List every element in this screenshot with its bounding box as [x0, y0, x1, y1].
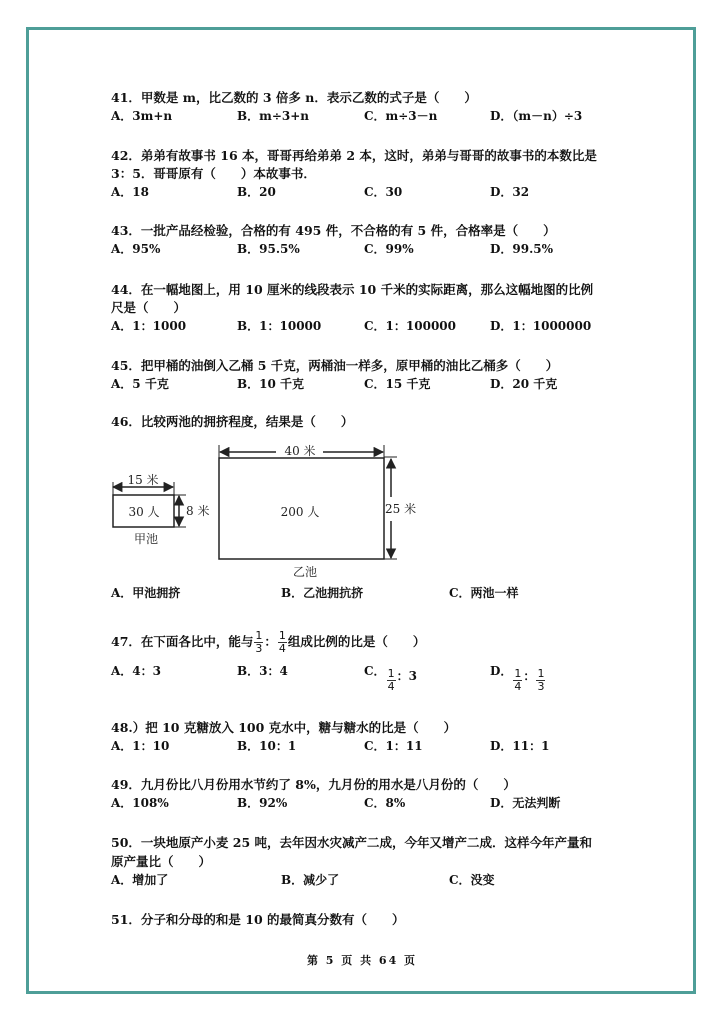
- pool-a-name: 甲池: [133, 532, 159, 546]
- option-b[interactable]: B．m÷3+n: [237, 109, 310, 123]
- option-c-rest: ：3: [396, 669, 417, 683]
- question-48-options: [111, 737, 611, 756]
- option-a[interactable]: A．108%: [111, 796, 169, 810]
- question-48-text: 48.）把 10 克糖放入 100 克水中，糖与糖水的比是（ ）: [111, 720, 457, 735]
- question-45-text: 45．把甲桶的油倒入乙桶 5 千克，两桶油一样多，原甲桶的油比乙桶多（ ）: [111, 358, 559, 373]
- option-d[interactable]: D．（m－n）÷3: [490, 109, 583, 123]
- fraction-denominator: 3: [255, 642, 263, 655]
- option-b[interactable]: B．10 千克: [237, 377, 305, 391]
- option-a[interactable]: A．4：3: [111, 664, 162, 678]
- question-47-prefix: 47．在下面各比中，能与: [111, 634, 254, 649]
- option-c-label: C．: [364, 664, 386, 678]
- fraction: [536, 668, 545, 693]
- fraction-numerator: 1: [255, 629, 263, 642]
- option-b[interactable]: B．10：1: [237, 739, 297, 753]
- question-44-text-line1: 44．在一幅地图上，用 10 厘米的线段表示 10 千米的实际距离，那么这幅地图的比例: [111, 282, 594, 297]
- option-a[interactable]: A．增加了: [111, 873, 169, 887]
- page-footer: 第 5 页 共 64 页: [306, 954, 418, 967]
- pool-b-height-label: 25 米: [385, 502, 417, 516]
- option-a[interactable]: A．3m+n: [111, 109, 173, 123]
- fraction-one-quarter: [278, 630, 287, 655]
- question-46-text: 46．比较两池的拥挤程度，结果是（ ）: [111, 414, 354, 429]
- question-50-options: [111, 871, 611, 890]
- pool-a-people: 30 人: [128, 505, 160, 519]
- question-47-text: [111, 630, 425, 655]
- option-a[interactable]: A．18: [111, 185, 150, 199]
- option-b[interactable]: B．95.5%: [237, 242, 300, 256]
- fraction-denominator: 4: [278, 642, 286, 655]
- question-45-options: [111, 375, 611, 394]
- pool-a: [113, 472, 209, 546]
- question-42-text-line1: 42．弟弟有故事书 16 本，哥哥再给弟弟 2 本，这时，弟弟与哥哥的故事书的本数比是: [111, 148, 597, 163]
- option-d[interactable]: D．1：1000000: [490, 319, 592, 333]
- ratio-separator: ：: [264, 634, 277, 649]
- option-a[interactable]: A．1：10: [111, 739, 170, 753]
- question-50-text-line1: 50．一块地原产小麦 25 吨，去年因水灾减产二成，今年又增产二成．这样今年产量和: [111, 835, 592, 850]
- question-44-text-line2: 尺是（ ）: [111, 300, 187, 315]
- fraction-numerator: 1: [278, 629, 286, 642]
- fraction-one-third: [254, 630, 263, 655]
- question-42-text-line2: 3：5．哥哥原有（ ）本故事书．: [111, 166, 316, 181]
- option-b[interactable]: B．乙池拥抗挤: [281, 586, 364, 600]
- option-a[interactable]: A．1：1000: [111, 319, 187, 333]
- fraction-denominator: 4: [514, 680, 522, 693]
- question-46-options: [111, 584, 611, 603]
- fraction-numerator: 1: [387, 667, 395, 680]
- pool-b: [219, 443, 416, 579]
- question-43-text: 43．一批产品经检验，合格的有 495 件，不合格的有 5 件，合格率是（ ）: [111, 223, 556, 238]
- fraction: [387, 668, 396, 693]
- question-41-text: 41．甲数是 m，比乙数的 3 倍多 n．表示乙数的式子是（ ）: [111, 90, 477, 105]
- option-d[interactable]: D．无法判断: [490, 796, 561, 810]
- fraction: [513, 668, 522, 693]
- option-b[interactable]: B．20: [237, 185, 276, 199]
- option-c[interactable]: C．30: [364, 185, 403, 199]
- fraction-denominator: 4: [387, 680, 395, 693]
- option-d-label: D．: [490, 664, 513, 678]
- option-b[interactable]: B．92%: [237, 796, 288, 810]
- option-c[interactable]: C．1：100000: [364, 319, 456, 333]
- option-c[interactable]: C．15 千克: [364, 377, 431, 391]
- option-d[interactable]: D．99.5%: [490, 242, 554, 256]
- question-47-options: [111, 662, 611, 698]
- question-43-options: [111, 240, 611, 259]
- question-41-options: [111, 107, 611, 126]
- pools-diagram: [100, 435, 430, 585]
- pool-a-width-label: 15 米: [127, 473, 159, 487]
- option-c[interactable]: C．两池一样: [449, 586, 519, 600]
- option-c[interactable]: C．8%: [364, 796, 406, 810]
- question-49-text: 49．九月份比八月份用水节约了 8%，九月份的用水是八月份的（ ）: [111, 777, 516, 792]
- question-51-text: 51．分子和分母的和是 10 的最简真分数有（ ）: [111, 912, 405, 927]
- option-a[interactable]: A．5 千克: [111, 377, 169, 391]
- ratio-separator: ：: [523, 669, 536, 683]
- option-a[interactable]: A．甲池拥挤: [111, 586, 181, 600]
- option-b[interactable]: B．3：4: [237, 664, 288, 678]
- option-c[interactable]: [364, 662, 417, 693]
- option-d[interactable]: D．32: [490, 185, 530, 199]
- fraction-numerator: 1: [537, 667, 545, 680]
- pool-b-name: 乙池: [292, 565, 318, 579]
- option-b[interactable]: B．减少了: [281, 873, 340, 887]
- option-b[interactable]: B．1：10000: [237, 319, 322, 333]
- option-d[interactable]: D．11：1: [490, 739, 550, 753]
- fraction-numerator: 1: [514, 667, 522, 680]
- option-d[interactable]: [490, 662, 546, 693]
- pool-a-height-label: 8 米: [186, 504, 210, 518]
- question-47-suffix: 组成比例的比是（ ）: [287, 634, 426, 649]
- fraction-denominator: 3: [537, 680, 545, 693]
- question-42-options: [111, 183, 611, 202]
- question-44-options: [111, 317, 611, 336]
- option-c[interactable]: C．没变: [449, 873, 495, 887]
- pool-b-width-label: 40 米: [284, 444, 316, 458]
- question-50-text-line2: 原产量比（ ）: [111, 854, 212, 869]
- pool-b-people: 200 人: [280, 505, 320, 519]
- question-49-options: [111, 794, 611, 813]
- option-c[interactable]: C．m÷3－n: [364, 109, 438, 123]
- option-a[interactable]: A．95%: [111, 242, 161, 256]
- option-c[interactable]: C．99%: [364, 242, 414, 256]
- option-c[interactable]: C．1：11: [364, 739, 423, 753]
- option-d[interactable]: D．20 千克: [490, 377, 558, 391]
